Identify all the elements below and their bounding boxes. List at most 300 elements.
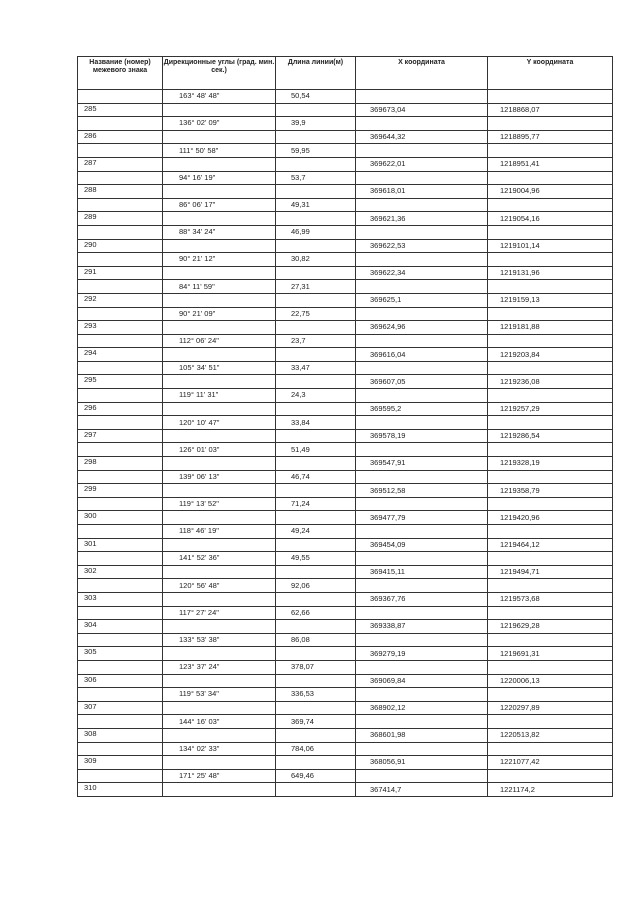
segment-length: 92,06 xyxy=(276,579,356,593)
point-name: 288 xyxy=(78,185,163,199)
segment-row xyxy=(78,361,613,375)
empty-cell xyxy=(163,592,276,606)
empty-cell xyxy=(78,389,163,403)
empty-cell xyxy=(78,90,163,104)
segment-length: 62,66 xyxy=(276,606,356,620)
segment-length: 23,7 xyxy=(276,334,356,348)
segment-length: 49,55 xyxy=(276,552,356,566)
empty-cell xyxy=(488,225,613,239)
point-name: 291 xyxy=(78,266,163,280)
empty-cell xyxy=(78,225,163,239)
segment-length: 30,82 xyxy=(276,253,356,267)
point-y-coordinate: 1221077,42 xyxy=(488,756,613,770)
segment-length: 336,53 xyxy=(276,688,356,702)
point-y-coordinate: 1221174,2 xyxy=(488,783,613,797)
empty-cell xyxy=(488,198,613,212)
empty-cell xyxy=(356,198,488,212)
segment-row xyxy=(78,389,613,403)
point-x-coordinate: 367414,7 xyxy=(356,783,488,797)
boundary-coordinates-table xyxy=(77,56,613,797)
point-name: 293 xyxy=(78,321,163,335)
empty-cell xyxy=(163,538,276,552)
empty-cell xyxy=(356,225,488,239)
empty-cell xyxy=(356,90,488,104)
empty-cell xyxy=(488,742,613,756)
point-row xyxy=(78,538,613,552)
empty-cell xyxy=(356,144,488,158)
empty-cell xyxy=(78,769,163,783)
empty-cell xyxy=(276,212,356,226)
point-y-coordinate: 1219054,16 xyxy=(488,212,613,226)
point-y-coordinate: 1218868,07 xyxy=(488,103,613,117)
point-x-coordinate: 369415,11 xyxy=(356,565,488,579)
empty-cell xyxy=(276,538,356,552)
empty-cell xyxy=(78,198,163,212)
point-row xyxy=(78,239,613,253)
empty-cell xyxy=(488,253,613,267)
empty-cell xyxy=(78,171,163,185)
point-row xyxy=(78,429,613,443)
empty-cell xyxy=(488,525,613,539)
empty-cell xyxy=(356,389,488,403)
empty-cell xyxy=(78,117,163,131)
point-name: 296 xyxy=(78,402,163,416)
empty-cell xyxy=(163,130,276,144)
point-row xyxy=(78,701,613,715)
empty-cell xyxy=(78,715,163,729)
point-row xyxy=(78,266,613,280)
point-x-coordinate: 369069,84 xyxy=(356,674,488,688)
point-y-coordinate: 1219464,12 xyxy=(488,538,613,552)
segment-length: 51,49 xyxy=(276,443,356,457)
empty-cell xyxy=(356,361,488,375)
point-name: 307 xyxy=(78,701,163,715)
point-y-coordinate: 1219236,08 xyxy=(488,375,613,389)
point-y-coordinate: 1219573,68 xyxy=(488,592,613,606)
point-y-coordinate: 1219286,54 xyxy=(488,429,613,443)
empty-cell xyxy=(488,280,613,294)
segment-length: 49,24 xyxy=(276,525,356,539)
segment-angle: 120° 56' 48" xyxy=(163,579,276,593)
empty-cell xyxy=(163,484,276,498)
segment-angle: 86° 06' 17" xyxy=(163,198,276,212)
empty-cell xyxy=(356,579,488,593)
point-y-coordinate: 1219494,71 xyxy=(488,565,613,579)
empty-cell xyxy=(276,130,356,144)
segment-row xyxy=(78,579,613,593)
segment-row xyxy=(78,253,613,267)
segment-angle: 105° 34' 51" xyxy=(163,361,276,375)
empty-cell xyxy=(276,266,356,280)
point-name: 286 xyxy=(78,130,163,144)
empty-cell xyxy=(356,688,488,702)
segment-length: 24,3 xyxy=(276,389,356,403)
segment-angle: 163° 48' 48" xyxy=(163,90,276,104)
segment-row xyxy=(78,144,613,158)
empty-cell xyxy=(356,171,488,185)
point-x-coordinate: 369622,01 xyxy=(356,157,488,171)
segment-length: 86,08 xyxy=(276,633,356,647)
empty-cell xyxy=(276,375,356,389)
point-x-coordinate: 369616,04 xyxy=(356,348,488,362)
empty-cell xyxy=(488,90,613,104)
point-x-coordinate: 369621,36 xyxy=(356,212,488,226)
point-y-coordinate: 1219420,96 xyxy=(488,511,613,525)
segment-angle: 111° 50' 58" xyxy=(163,144,276,158)
segment-length: 33,84 xyxy=(276,416,356,430)
empty-cell xyxy=(78,660,163,674)
header-y-coordinate: Y координата xyxy=(488,57,613,90)
point-y-coordinate: 1219004,96 xyxy=(488,185,613,199)
point-y-coordinate: 1220513,82 xyxy=(488,728,613,742)
empty-cell xyxy=(78,470,163,484)
empty-cell xyxy=(78,443,163,457)
point-x-coordinate: 369622,53 xyxy=(356,239,488,253)
empty-cell xyxy=(356,416,488,430)
point-row xyxy=(78,348,613,362)
point-x-coordinate: 369607,05 xyxy=(356,375,488,389)
segment-row xyxy=(78,715,613,729)
segment-length: 27,31 xyxy=(276,280,356,294)
empty-cell xyxy=(78,361,163,375)
empty-cell xyxy=(356,280,488,294)
empty-cell xyxy=(163,266,276,280)
point-name: 292 xyxy=(78,293,163,307)
empty-cell xyxy=(163,620,276,634)
segment-row xyxy=(78,552,613,566)
empty-cell xyxy=(163,212,276,226)
point-name: 287 xyxy=(78,157,163,171)
empty-cell xyxy=(488,334,613,348)
segment-angle: 118° 46' 19" xyxy=(163,525,276,539)
empty-cell xyxy=(488,769,613,783)
point-row xyxy=(78,484,613,498)
empty-cell xyxy=(488,389,613,403)
segment-angle: 134° 02' 33" xyxy=(163,742,276,756)
point-row xyxy=(78,457,613,471)
point-name: 301 xyxy=(78,538,163,552)
empty-cell xyxy=(163,647,276,661)
empty-cell xyxy=(276,239,356,253)
point-y-coordinate: 1218895,77 xyxy=(488,130,613,144)
empty-cell xyxy=(276,592,356,606)
segment-angle: 123° 37' 24" xyxy=(163,660,276,674)
segment-length: 50,54 xyxy=(276,90,356,104)
point-name: 294 xyxy=(78,348,163,362)
point-x-coordinate: 369625,1 xyxy=(356,293,488,307)
empty-cell xyxy=(356,606,488,620)
empty-cell xyxy=(78,307,163,321)
empty-cell xyxy=(488,715,613,729)
segment-row xyxy=(78,443,613,457)
point-name: 310 xyxy=(78,783,163,797)
point-y-coordinate: 1219181,88 xyxy=(488,321,613,335)
point-name: 305 xyxy=(78,647,163,661)
segment-length: 53,7 xyxy=(276,171,356,185)
segment-row xyxy=(78,660,613,674)
segment-angle: 90° 21' 09" xyxy=(163,307,276,321)
empty-cell xyxy=(163,701,276,715)
empty-cell xyxy=(163,457,276,471)
empty-cell xyxy=(276,484,356,498)
segment-angle: 139° 06' 13" xyxy=(163,470,276,484)
empty-cell xyxy=(488,470,613,484)
point-x-coordinate: 369644,32 xyxy=(356,130,488,144)
empty-cell xyxy=(163,185,276,199)
empty-cell xyxy=(276,321,356,335)
empty-cell xyxy=(276,620,356,634)
empty-cell xyxy=(356,633,488,647)
empty-cell xyxy=(488,579,613,593)
point-name: 297 xyxy=(78,429,163,443)
empty-cell xyxy=(356,334,488,348)
empty-cell xyxy=(163,756,276,770)
empty-cell xyxy=(78,497,163,511)
header-x-coordinate: X координата xyxy=(356,57,488,90)
segment-length: 46,99 xyxy=(276,225,356,239)
point-x-coordinate: 369547,91 xyxy=(356,457,488,471)
empty-cell xyxy=(78,552,163,566)
segment-length: 22,75 xyxy=(276,307,356,321)
empty-cell xyxy=(356,443,488,457)
empty-cell xyxy=(163,293,276,307)
empty-cell xyxy=(276,647,356,661)
segment-angle: 84° 11' 59" xyxy=(163,280,276,294)
segment-angle: 119° 11' 31" xyxy=(163,389,276,403)
point-name: 290 xyxy=(78,239,163,253)
point-row xyxy=(78,620,613,634)
segment-row xyxy=(78,470,613,484)
point-name: 299 xyxy=(78,484,163,498)
segment-row xyxy=(78,742,613,756)
segment-row xyxy=(78,416,613,430)
point-name: 300 xyxy=(78,511,163,525)
point-row xyxy=(78,130,613,144)
segment-angle: 133° 53' 38" xyxy=(163,633,276,647)
empty-cell xyxy=(488,688,613,702)
point-y-coordinate: 1219101,14 xyxy=(488,239,613,253)
header-point-name: Название (номер) межевого знака xyxy=(78,57,163,90)
point-x-coordinate: 369595,2 xyxy=(356,402,488,416)
point-name: 306 xyxy=(78,674,163,688)
segment-row xyxy=(78,334,613,348)
empty-cell xyxy=(488,552,613,566)
empty-cell xyxy=(78,144,163,158)
empty-cell xyxy=(276,457,356,471)
point-row xyxy=(78,565,613,579)
segment-angle: 141° 52' 36" xyxy=(163,552,276,566)
point-x-coordinate: 368601,98 xyxy=(356,728,488,742)
empty-cell xyxy=(356,769,488,783)
point-row xyxy=(78,783,613,797)
segment-length: 784,06 xyxy=(276,742,356,756)
point-x-coordinate: 369578,19 xyxy=(356,429,488,443)
segment-row xyxy=(78,497,613,511)
segment-length: 49,31 xyxy=(276,198,356,212)
segment-length: 59,95 xyxy=(276,144,356,158)
empty-cell xyxy=(276,756,356,770)
point-x-coordinate: 369367,76 xyxy=(356,592,488,606)
empty-cell xyxy=(163,157,276,171)
empty-cell xyxy=(163,402,276,416)
point-row xyxy=(78,647,613,661)
point-x-coordinate: 369338,87 xyxy=(356,620,488,634)
empty-cell xyxy=(78,688,163,702)
empty-cell xyxy=(78,253,163,267)
header-direction-angle: Дирекционные углы (град. мин. сек.) xyxy=(163,57,276,90)
empty-cell xyxy=(276,157,356,171)
segment-row xyxy=(78,280,613,294)
table-header-row xyxy=(78,57,613,90)
segment-length: 71,24 xyxy=(276,497,356,511)
point-name: 302 xyxy=(78,565,163,579)
empty-cell xyxy=(356,715,488,729)
empty-cell xyxy=(488,606,613,620)
empty-cell xyxy=(356,742,488,756)
segment-length: 39,9 xyxy=(276,117,356,131)
empty-cell xyxy=(356,497,488,511)
point-x-coordinate: 368902,12 xyxy=(356,701,488,715)
empty-cell xyxy=(163,348,276,362)
point-name: 309 xyxy=(78,756,163,770)
segment-angle: 144° 16' 03" xyxy=(163,715,276,729)
segment-row xyxy=(78,171,613,185)
point-name: 289 xyxy=(78,212,163,226)
point-row xyxy=(78,103,613,117)
segment-row xyxy=(78,633,613,647)
segment-angle: 119° 13' 52" xyxy=(163,497,276,511)
empty-cell xyxy=(78,416,163,430)
point-y-coordinate: 1220006,13 xyxy=(488,674,613,688)
point-row xyxy=(78,157,613,171)
segment-row xyxy=(78,198,613,212)
empty-cell xyxy=(356,525,488,539)
segment-length: 649,46 xyxy=(276,769,356,783)
segment-angle: 119° 53' 34" xyxy=(163,688,276,702)
point-row xyxy=(78,674,613,688)
point-x-coordinate: 369512,58 xyxy=(356,484,488,498)
point-row xyxy=(78,511,613,525)
empty-cell xyxy=(356,253,488,267)
empty-cell xyxy=(276,293,356,307)
point-name: 285 xyxy=(78,103,163,117)
empty-cell xyxy=(488,660,613,674)
point-row xyxy=(78,402,613,416)
empty-cell xyxy=(78,742,163,756)
empty-cell xyxy=(488,497,613,511)
segment-angle: 171° 25' 48" xyxy=(163,769,276,783)
header-line-length: Длина линии(м) xyxy=(276,57,356,90)
empty-cell xyxy=(488,361,613,375)
empty-cell xyxy=(488,443,613,457)
empty-cell xyxy=(488,117,613,131)
point-name: 303 xyxy=(78,592,163,606)
point-name: 295 xyxy=(78,375,163,389)
empty-cell xyxy=(276,674,356,688)
segment-row xyxy=(78,525,613,539)
segment-length: 33,47 xyxy=(276,361,356,375)
empty-cell xyxy=(276,565,356,579)
segment-length: 378,07 xyxy=(276,660,356,674)
empty-cell xyxy=(78,633,163,647)
empty-cell xyxy=(163,674,276,688)
point-y-coordinate: 1219328,19 xyxy=(488,457,613,471)
empty-cell xyxy=(78,606,163,620)
segment-angle: 90° 21' 12" xyxy=(163,253,276,267)
segment-angle: 126° 01' 03" xyxy=(163,443,276,457)
empty-cell xyxy=(276,429,356,443)
empty-cell xyxy=(276,348,356,362)
segment-angle: 94° 16' 19" xyxy=(163,171,276,185)
point-row xyxy=(78,321,613,335)
point-name: 308 xyxy=(78,728,163,742)
segment-row xyxy=(78,307,613,321)
point-row xyxy=(78,592,613,606)
point-y-coordinate: 1219629,28 xyxy=(488,620,613,634)
empty-cell xyxy=(163,728,276,742)
segment-length: 46,74 xyxy=(276,470,356,484)
point-row xyxy=(78,728,613,742)
segment-row xyxy=(78,688,613,702)
empty-cell xyxy=(78,579,163,593)
point-y-coordinate: 1219159,13 xyxy=(488,293,613,307)
empty-cell xyxy=(488,307,613,321)
empty-cell xyxy=(276,103,356,117)
empty-cell xyxy=(78,280,163,294)
empty-cell xyxy=(488,144,613,158)
point-name: 304 xyxy=(78,620,163,634)
empty-cell xyxy=(163,565,276,579)
point-y-coordinate: 1218951,41 xyxy=(488,157,613,171)
empty-cell xyxy=(356,117,488,131)
point-row xyxy=(78,756,613,770)
empty-cell xyxy=(488,416,613,430)
empty-cell xyxy=(356,307,488,321)
empty-cell xyxy=(276,701,356,715)
empty-cell xyxy=(163,429,276,443)
point-y-coordinate: 1219257,29 xyxy=(488,402,613,416)
empty-cell xyxy=(488,171,613,185)
point-row xyxy=(78,185,613,199)
point-name: 298 xyxy=(78,457,163,471)
point-y-coordinate: 1220297,89 xyxy=(488,701,613,715)
empty-cell xyxy=(163,321,276,335)
empty-cell xyxy=(163,239,276,253)
empty-cell xyxy=(78,334,163,348)
point-row xyxy=(78,293,613,307)
segment-angle: 88° 34' 24" xyxy=(163,225,276,239)
point-y-coordinate: 1219203,84 xyxy=(488,348,613,362)
empty-cell xyxy=(276,783,356,797)
point-x-coordinate: 369673,04 xyxy=(356,103,488,117)
point-x-coordinate: 369618,01 xyxy=(356,185,488,199)
point-row xyxy=(78,375,613,389)
empty-cell xyxy=(356,470,488,484)
table-body xyxy=(78,90,613,797)
segment-angle: 117° 27' 24" xyxy=(163,606,276,620)
point-x-coordinate: 369624,96 xyxy=(356,321,488,335)
empty-cell xyxy=(163,103,276,117)
empty-cell xyxy=(276,402,356,416)
point-x-coordinate: 369477,79 xyxy=(356,511,488,525)
empty-cell xyxy=(356,660,488,674)
empty-cell xyxy=(163,511,276,525)
empty-cell xyxy=(78,525,163,539)
segment-row xyxy=(78,225,613,239)
segment-angle: 136° 02' 09" xyxy=(163,117,276,131)
empty-cell xyxy=(356,552,488,566)
empty-cell xyxy=(276,185,356,199)
